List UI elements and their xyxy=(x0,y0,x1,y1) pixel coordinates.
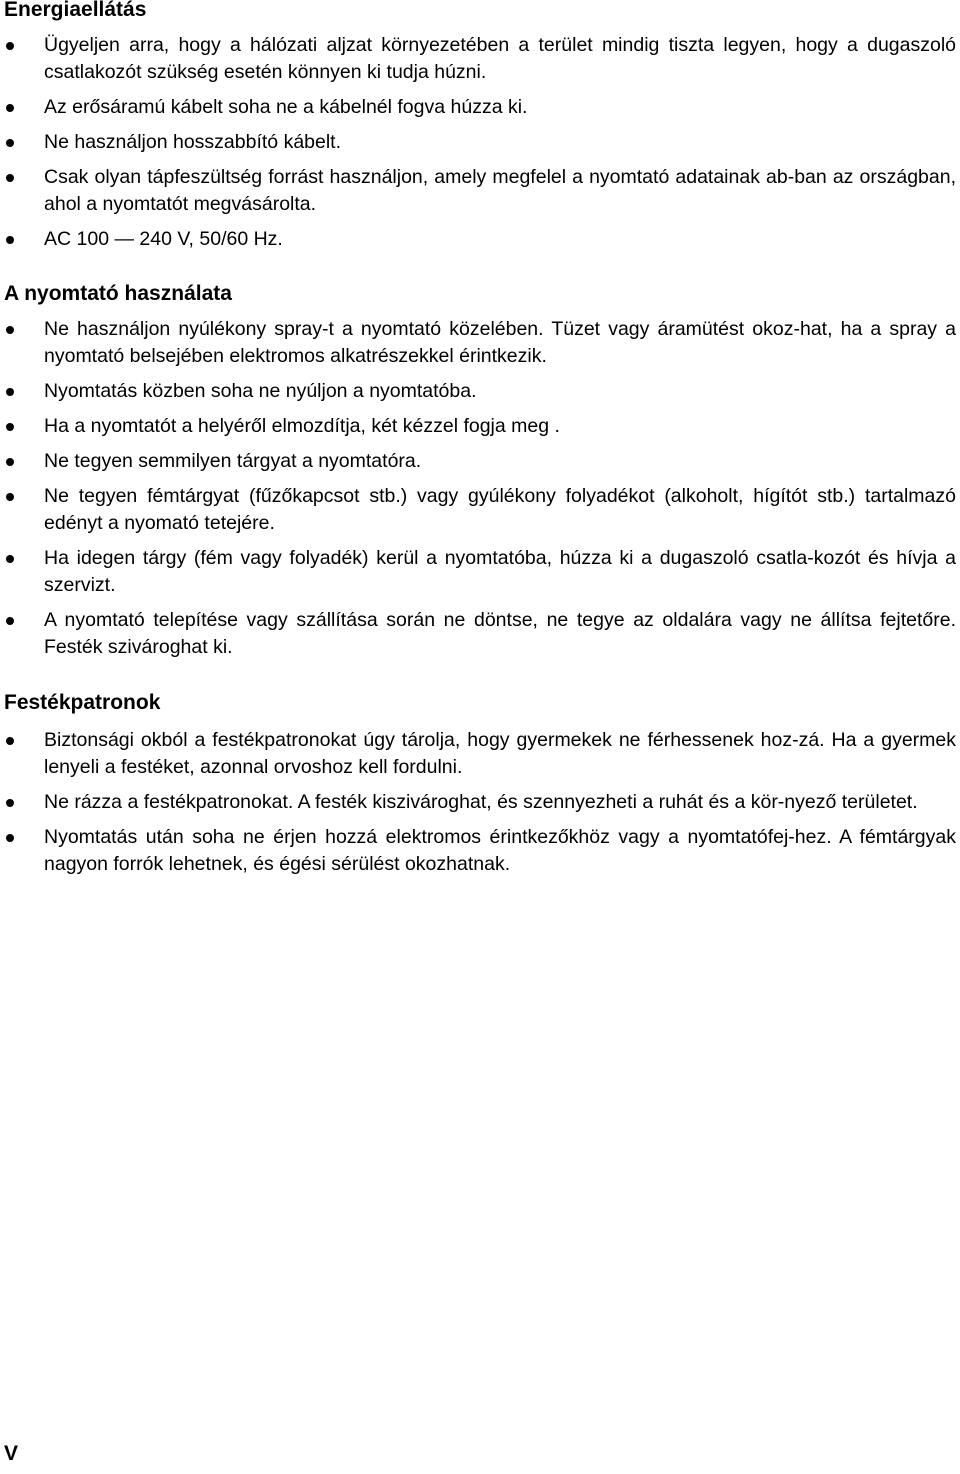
list-item: Ne használjon hosszabbító kábelt. xyxy=(0,129,960,156)
bullet-dot-icon xyxy=(6,326,14,334)
list-item: Ne tegyen fémtárgyat (fűzőkapcsot stb.) vagy gyúlékony folyadékot (alkoholt, hígítót stb.) tartalmazó edényt a nyomató tetejére. xyxy=(0,483,960,537)
list-item: Ne rázza a festékpatronokat. A festék kiszivároghat, és szennyezheti a ruhát és a kör-nyező területet. xyxy=(0,789,960,816)
list-item: Ha a nyomtatót a helyéről elmozdítja, két kézzel fogja meg . xyxy=(0,413,960,440)
list-item: Nyomtatás után soha ne érjen hozzá elektromos érintkezőkhöz vagy a nyomtatófej-hez. A fémtárgyak nagyon forrók lehetnek, és égési sérülést okozhatnak. xyxy=(0,824,960,878)
bullet-dot-icon xyxy=(6,104,14,112)
bullet-list-toner xyxy=(0,727,960,878)
section-heading-power: Energiaellátás xyxy=(4,0,147,21)
bullet-dot-icon xyxy=(6,493,14,501)
bullet-dot-icon xyxy=(6,458,14,466)
bullet-dot-icon xyxy=(6,834,14,842)
list-item: Nyomtatás közben soha ne nyúljon a nyomtatóba. xyxy=(0,378,960,405)
list-item: Ha idegen tárgy (fém vagy folyadék) kerül a nyomtatóba, húzza ki a dugaszoló csatla-kozót és hívja a szervizt. xyxy=(0,545,960,599)
bullet-dot-icon xyxy=(6,799,14,807)
list-item: Ne használjon nyúlékony spray-t a nyomtató közelében. Tüzet vagy áramütést okoz-hat, ha a spray a nyomtató belsejében elektromos alkatrészekkel érintkezik. xyxy=(0,316,960,370)
bullet-list-printer-use xyxy=(0,316,960,661)
bullet-dot-icon xyxy=(6,555,14,563)
list-item: Ne tegyen semmilyen tárgyat a nyomtatóra. xyxy=(0,448,960,475)
section-heading-toner: Festékpatronok xyxy=(4,691,161,714)
bullet-dot-icon xyxy=(6,174,14,182)
section-heading-printer-use: A nyomtató használata xyxy=(4,282,232,305)
bullet-list-power xyxy=(0,32,960,253)
bullet-dot-icon xyxy=(6,42,14,50)
bullet-dot-icon xyxy=(6,423,14,431)
list-item: Biztonsági okból a festékpatronokat úgy tárolja, hogy gyermekek ne férhessenek hoz-zá. Ha a gyermek lenyeli a festéket, azonnal orvoshoz kell fordulni. xyxy=(0,727,960,781)
list-item: A nyomtató telepítése vagy szállítása során ne döntse, ne tegye az oldalára vagy ne állítsa fejtetőre. Festék szivároghat ki. xyxy=(0,607,960,661)
bullet-dot-icon xyxy=(6,139,14,147)
page-mark: V xyxy=(4,1442,19,1465)
list-item: Csak olyan tápfeszültség forrást használjon, amely megfelel a nyomtató adatainak ab-ban az országban, ahol a nyomtatót megvásárolta. xyxy=(0,164,960,218)
bullet-dot-icon xyxy=(6,236,14,244)
list-item: AC 100 — 240 V, 50/60 Hz. xyxy=(0,226,960,253)
list-item: Ügyeljen arra, hogy a hálózati aljzat környezetében a terület mindig tiszta legyen, hogy a dugaszoló csatlakozót szükség esetén könnyen ki tudja húzni. xyxy=(0,32,960,86)
list-item: Az erősáramú kábelt soha ne a kábelnél fogva húzza ki. xyxy=(0,94,960,121)
bullet-dot-icon xyxy=(6,617,14,625)
bullet-dot-icon xyxy=(6,388,14,396)
bullet-dot-icon xyxy=(6,737,14,745)
